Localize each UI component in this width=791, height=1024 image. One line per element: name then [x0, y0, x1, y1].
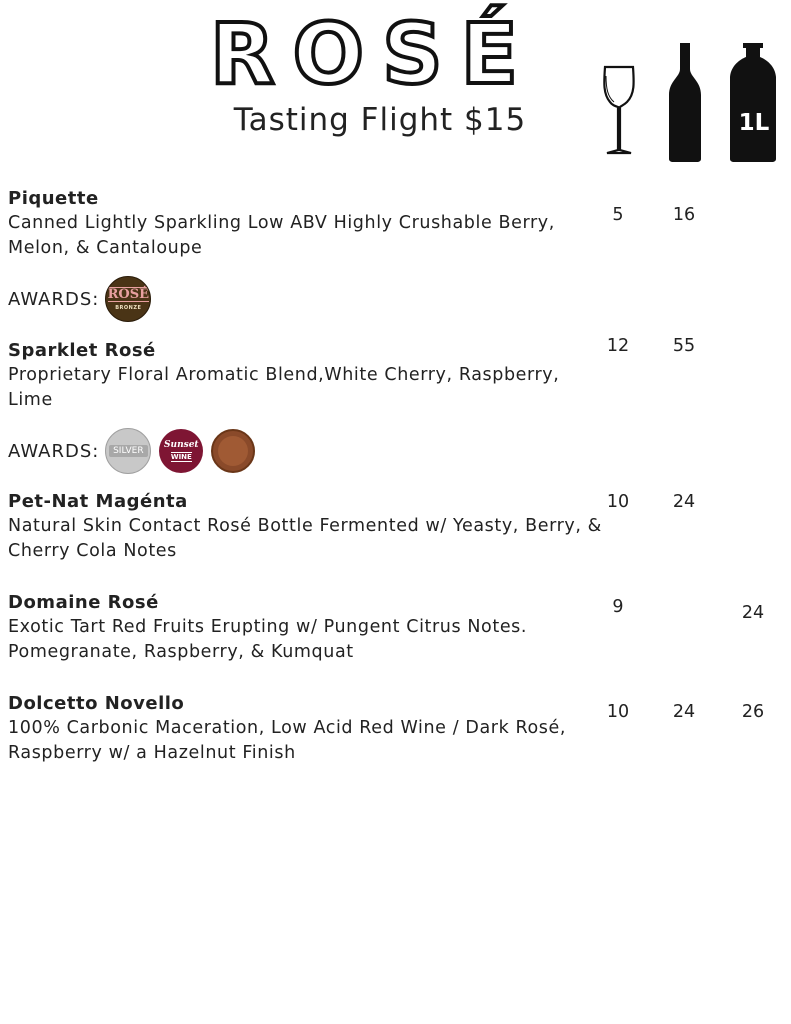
awards-label: AWARDS:	[8, 288, 100, 310]
glass-price: 5	[612, 205, 624, 225]
menu-subtitle: Tasting Flight $15	[233, 102, 527, 138]
rose-bronze-medal-icon: ROSÉ BRONZE	[105, 276, 151, 322]
menu-item	[8, 590, 608, 665]
bottle-price: 24	[672, 492, 696, 512]
wine-bottle-icon	[667, 43, 703, 163]
awards-label: AWARDS:	[8, 440, 100, 462]
menu-item	[8, 691, 608, 766]
awards-row	[8, 274, 159, 324]
item-name: Piquette	[8, 188, 99, 209]
item-description: Natural Skin Contact Rosé Bottle Fermented w/ Yeasty, Berry, & Cherry Cola Notes	[8, 516, 602, 561]
liter-bottle-icon	[727, 43, 779, 163]
item-description: 100% Carbonic Maceration, Low Acid Red Wine / Dark Rosé, Raspberry w/ a Hazelnut Finish	[8, 718, 566, 763]
item-description: Exotic Tart Red Fruits Erupting w/ Pungent Citrus Notes. Pomegranate, Raspberry, & Kumquat	[8, 617, 528, 662]
sunset-wine-medal-icon: Sunset WINE	[159, 429, 203, 473]
item-description: Proprietary Floral Aromatic Blend,White Cherry, Raspberry, Lime	[8, 365, 560, 410]
item-name: Dolcetto Novello	[8, 693, 185, 714]
bottle-price: 24	[672, 702, 696, 722]
bottle-price: 55	[672, 336, 696, 356]
item-description: Canned Lightly Sparkling Low ABV Highly Crushable Berry, Melon, & Cantaloupe	[8, 213, 555, 258]
menu-item	[8, 338, 608, 413]
menu-title	[210, 6, 550, 102]
item-name: Sparklet Rosé	[8, 340, 156, 361]
bronze-medal-inner	[218, 436, 248, 466]
glass-price: 10	[606, 702, 630, 722]
item-name: Pet-Nat Magénta	[8, 491, 188, 512]
bronze-medal-icon	[211, 429, 255, 473]
liter-price: 26	[741, 702, 765, 722]
menu-item	[8, 489, 608, 564]
menu-item	[8, 186, 608, 261]
wine-glass-icon	[600, 64, 638, 156]
title-text: ROSÉ	[210, 5, 536, 103]
glass-price: 10	[606, 492, 630, 512]
glass-price: 12	[606, 336, 630, 356]
silver-medal-icon: SILVER	[105, 428, 151, 474]
liter-price: 24	[741, 603, 765, 623]
liter-label: 1L	[738, 110, 770, 136]
glass-price: 9	[612, 597, 624, 617]
awards-row	[8, 426, 263, 476]
item-name: Domaine Rosé	[8, 592, 159, 613]
bottle-price: 16	[672, 205, 696, 225]
